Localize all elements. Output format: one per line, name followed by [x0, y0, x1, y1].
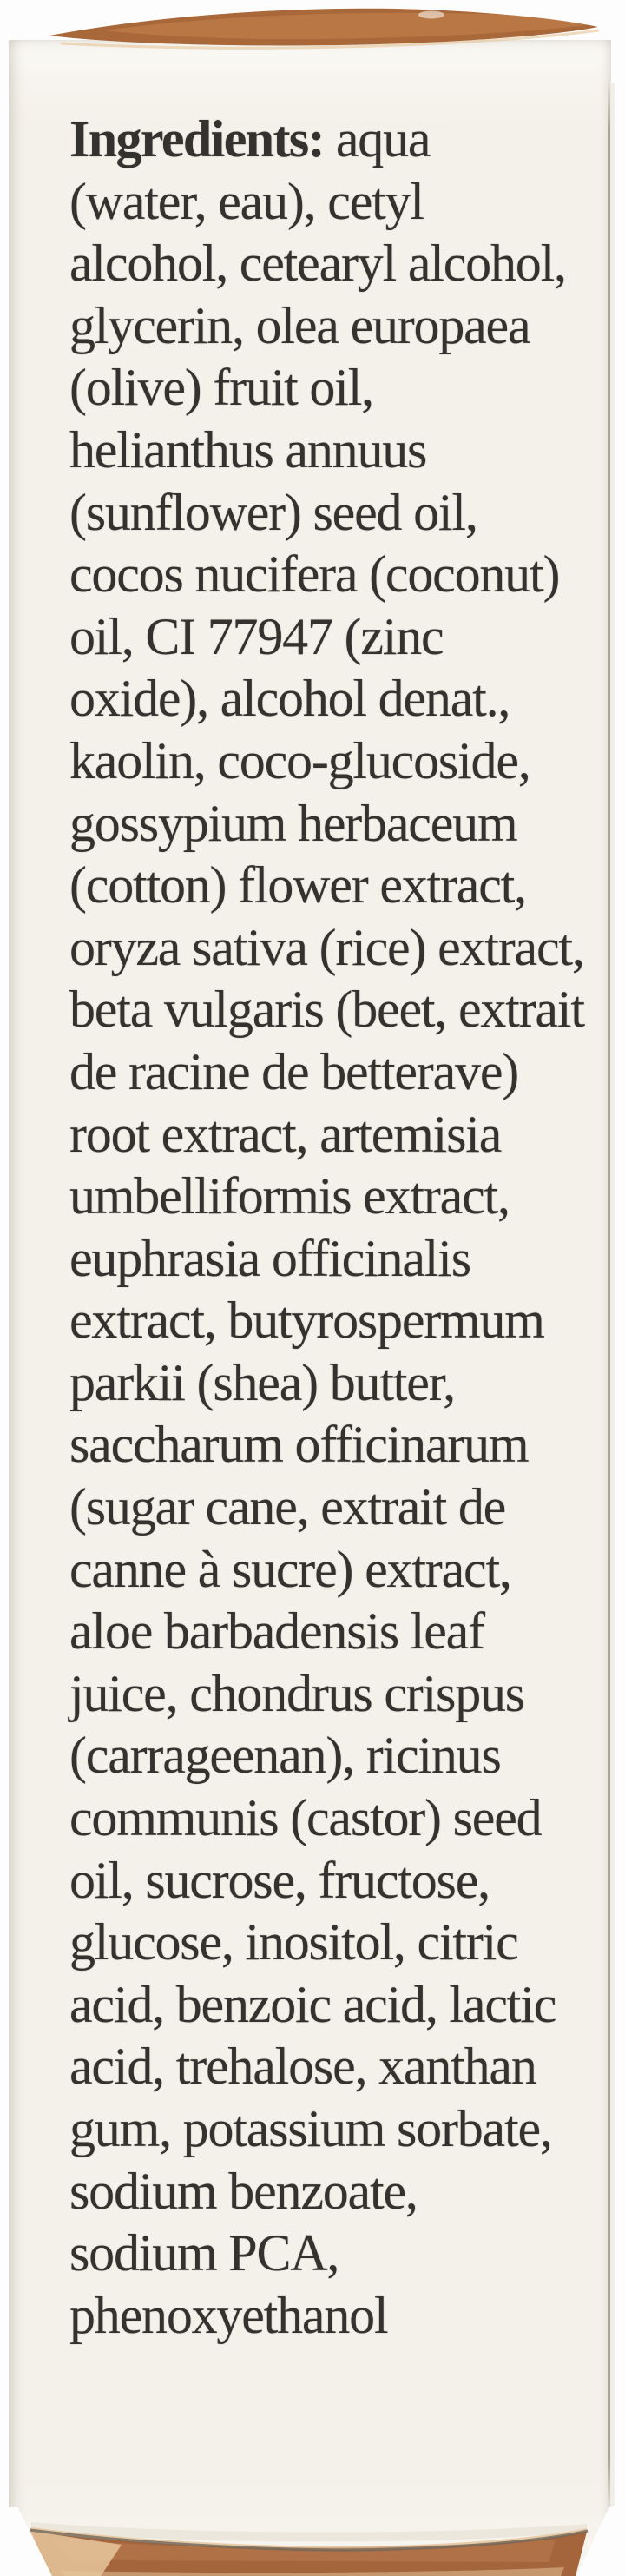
ingredient-line: acid, trehalose, xanthan	[69, 2038, 536, 2096]
ingredient-line: (sunflower) seed oil,	[69, 483, 477, 541]
ingredient-line: (water, eau), cetyl	[69, 172, 424, 230]
ingredient-line: saccharum officinarum	[69, 1416, 529, 1474]
ingredients-text	[69, 109, 590, 2347]
ingredient-line: gum, potassium sorbate,	[69, 2100, 552, 2157]
ingredient-line: (cotton) flower extract,	[69, 856, 526, 915]
ingredient-line: canne à sucre) extract,	[69, 1540, 511, 1598]
ingredient-line: de racine de betterave)	[69, 1042, 519, 1100]
ingredient-line: juice, chondrus crispus	[69, 1664, 524, 1722]
box-right-edge-highlight	[610, 83, 615, 2506]
ingredient-line: glucose, inositol, citric	[69, 1913, 518, 1972]
ingredient-line: sodium benzoate,	[69, 2162, 418, 2220]
ingredient-line: gossypium herbaceum	[69, 794, 517, 852]
ingredient-line: acid, benzoic acid, lactic	[69, 1975, 556, 2033]
ingredient-line: root extract, artemisia	[69, 1105, 502, 1163]
ingredient-line: parkii (shea) butter,	[69, 1353, 455, 1411]
ingredient-line: (olive) fruit oil,	[69, 359, 373, 417]
ingredient-line: (sugar cane, extrait de	[69, 1478, 506, 1536]
ingredient-line: communis (castor) seed	[69, 1789, 542, 1847]
ingredient-line: beta vulgaris (beet, extrait	[69, 981, 584, 1039]
ingredient-line: umbelliformis extract,	[69, 1167, 510, 1225]
ingredient-line: alcohol, cetearyl alcohol,	[69, 234, 566, 293]
ingredient-line: glycerin, olea europaea	[69, 296, 530, 354]
ingredient-line: cocos nucifera (coconut)	[69, 545, 560, 604]
ingredient-line: phenoxyethanol	[69, 2286, 388, 2344]
ingredient-line: oil, CI 77947 (zinc	[69, 607, 444, 665]
ingredient-line: kaolin, coco-glucoside,	[69, 731, 530, 789]
ingredient-line: helianthus annuus	[69, 420, 427, 479]
ingredient-line: oxide), alcohol denat.,	[69, 670, 510, 728]
ingredients-label: Ingredients:	[69, 110, 325, 168]
ingredient-line: euphrasia officinalis	[69, 1229, 470, 1287]
box-top-copper-edge	[0, 0, 625, 96]
ingredient-line: oil, sucrose, fructose,	[69, 1851, 490, 1909]
box-bottom-copper-edge	[0, 2507, 625, 2576]
ingredient-line: aloe barbadensis leaf	[69, 1602, 484, 1661]
ingredient-line: extract, butyrospermum	[69, 1291, 544, 1350]
ingredient-line: oryza sativa (rice) extract,	[69, 918, 584, 976]
ingredient-line: sodium PCA,	[69, 2224, 339, 2282]
ingredient-line: Ingredients: aqua	[69, 110, 431, 168]
ingredient-line: (carrageenan), ricinus	[69, 1727, 501, 1785]
